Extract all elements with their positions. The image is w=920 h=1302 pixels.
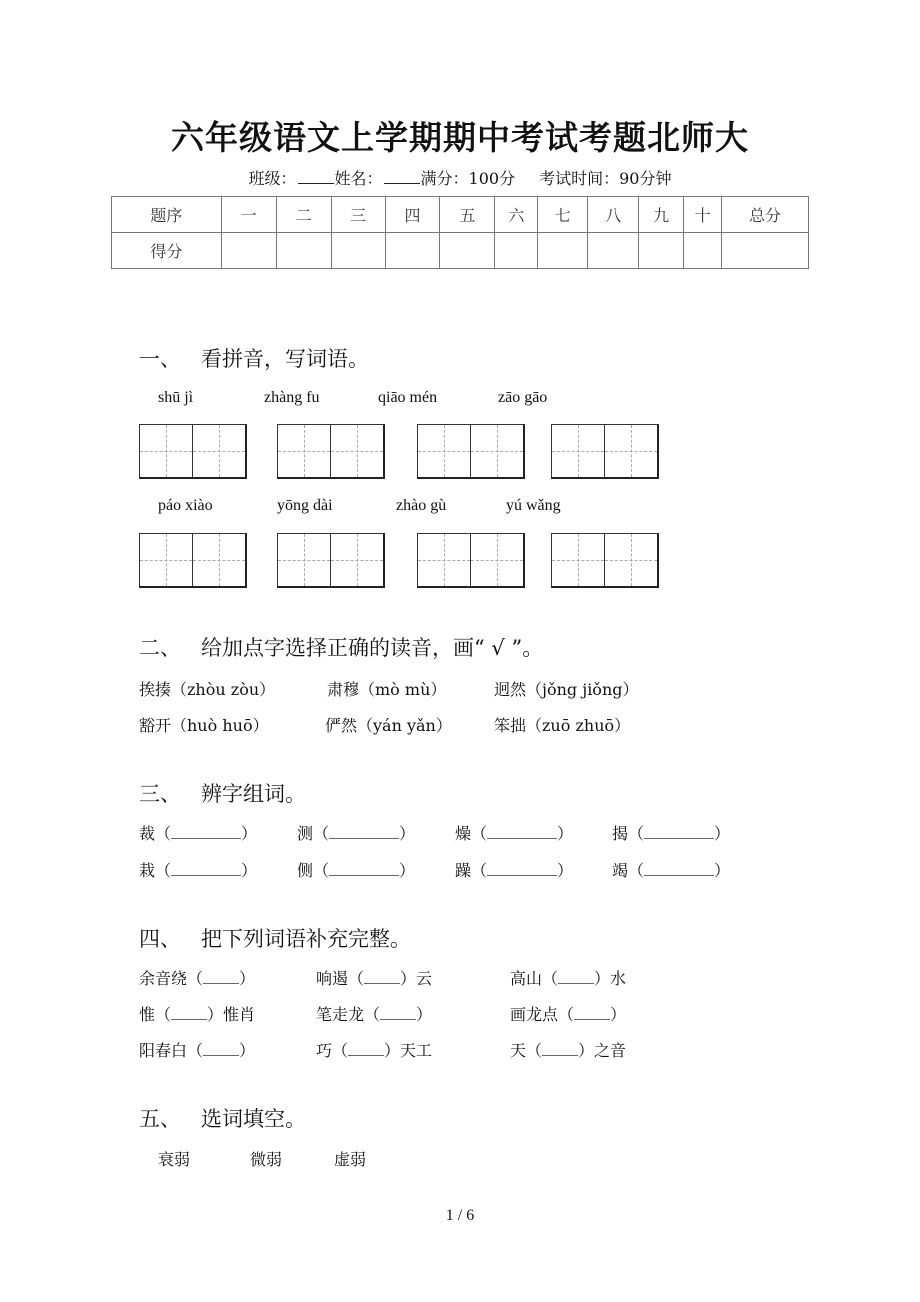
exam-time: 考试时间：90分钟 bbox=[539, 169, 672, 188]
idiom-item: 天（ ）之音 bbox=[510, 1041, 627, 1060]
class-label: 班级： bbox=[248, 169, 297, 188]
section-number: 四、 bbox=[139, 927, 181, 951]
section-number: 二、 bbox=[139, 636, 181, 660]
exam-info bbox=[0, 166, 920, 189]
answer-blank[interactable] bbox=[171, 862, 241, 876]
section-title: 把下列词语补充完整。 bbox=[201, 927, 411, 951]
section-1-heading bbox=[139, 343, 369, 373]
answer-blank[interactable] bbox=[329, 862, 399, 876]
char: 燥 bbox=[455, 824, 472, 843]
pronunciation-item[interactable]: 豁开（huò huō） bbox=[139, 716, 269, 735]
idiom-item: 余音绕（ ） bbox=[139, 969, 256, 988]
score-cell[interactable] bbox=[221, 233, 276, 269]
score-cell[interactable] bbox=[684, 233, 722, 269]
writing-grid[interactable] bbox=[417, 533, 525, 588]
idiom-item: 高山（ ）水 bbox=[510, 969, 627, 988]
header-cell: 十 bbox=[684, 197, 722, 233]
header-cell: 七 bbox=[538, 197, 588, 233]
pinyin: shū jì bbox=[158, 389, 194, 406]
score-cell[interactable] bbox=[538, 233, 588, 269]
pinyin: zāo gāo bbox=[498, 389, 548, 406]
section-4-heading bbox=[139, 923, 411, 953]
word-item: 燥（ ） bbox=[455, 824, 574, 843]
answer-blank[interactable] bbox=[574, 1006, 610, 1020]
idiom-item: 响遏（ ）云 bbox=[316, 969, 433, 988]
page-number: 1 / 6 bbox=[445, 1207, 475, 1224]
char: 侧 bbox=[297, 861, 314, 880]
writing-grid[interactable] bbox=[277, 533, 385, 588]
idiom-item: 画龙点（ ） bbox=[510, 1005, 627, 1024]
header-cell: 五 bbox=[440, 197, 495, 233]
section-5-heading bbox=[139, 1103, 306, 1133]
section-title: 给加点字选择正确的读音，画“ √ ”。 bbox=[201, 636, 544, 660]
answer-blank[interactable] bbox=[348, 1042, 384, 1056]
writing-grid[interactable] bbox=[551, 533, 659, 588]
section-title: 辨字组词。 bbox=[201, 782, 306, 806]
char: 躁 bbox=[455, 861, 472, 880]
answer-blank[interactable] bbox=[380, 1006, 416, 1020]
name-blank[interactable] bbox=[384, 171, 420, 184]
word-item: 栽（ ） bbox=[139, 861, 258, 880]
score-table-header-row bbox=[112, 197, 809, 233]
header-cell: 题序 bbox=[112, 197, 222, 233]
answer-blank[interactable] bbox=[329, 825, 399, 839]
writing-grid[interactable] bbox=[139, 533, 247, 588]
word-item: 揭（ ） bbox=[612, 824, 731, 843]
word-item: 竭（ ） bbox=[612, 861, 731, 880]
char: 裁 bbox=[139, 824, 156, 843]
score-table-score-row bbox=[112, 233, 809, 269]
header-cell: 四 bbox=[385, 197, 440, 233]
pronunciation-item[interactable]: 挨揍（zhòu zòu） bbox=[139, 680, 276, 699]
char: 栽 bbox=[139, 861, 156, 880]
idiom-item: 阳春白（ ） bbox=[139, 1041, 256, 1060]
pronunciation-item[interactable]: 俨然（yán yǎn） bbox=[325, 716, 452, 735]
score-cell[interactable] bbox=[331, 233, 385, 269]
score-cell[interactable] bbox=[639, 233, 684, 269]
score-cell[interactable] bbox=[722, 233, 809, 269]
word-item: 躁（ ） bbox=[455, 861, 574, 880]
section-title: 看拼音，写词语。 bbox=[201, 347, 369, 371]
header-cell: 六 bbox=[495, 197, 538, 233]
answer-blank[interactable] bbox=[171, 825, 241, 839]
writing-grid[interactable] bbox=[277, 424, 385, 479]
pinyin: zhàng fu bbox=[264, 389, 320, 406]
section-2-heading bbox=[139, 632, 543, 662]
section-number: 一、 bbox=[139, 347, 181, 371]
row-label: 得分 bbox=[112, 233, 222, 269]
pinyin: yú wǎng bbox=[506, 497, 561, 514]
score-table bbox=[111, 196, 809, 269]
header-cell: 九 bbox=[639, 197, 684, 233]
char: 测 bbox=[297, 824, 314, 843]
writing-grid[interactable] bbox=[139, 424, 247, 479]
section-title: 选词填空。 bbox=[201, 1107, 306, 1131]
word-choice: 微弱 bbox=[250, 1150, 283, 1169]
answer-blank[interactable] bbox=[558, 970, 594, 984]
idiom-item: 惟（ ）惟肖 bbox=[139, 1005, 256, 1024]
writing-grid[interactable] bbox=[551, 424, 659, 479]
score-cell[interactable] bbox=[495, 233, 538, 269]
char: 揭 bbox=[612, 824, 629, 843]
answer-blank[interactable] bbox=[203, 970, 239, 984]
pronunciation-item[interactable]: 肃穆（mò mù） bbox=[327, 680, 447, 699]
section-3-heading bbox=[139, 778, 306, 808]
score-cell[interactable] bbox=[440, 233, 495, 269]
full-score: 满分：100分 bbox=[420, 169, 516, 188]
score-cell[interactable] bbox=[385, 233, 440, 269]
page-title: 六年级语文上学期期中考试考题北师大 bbox=[171, 118, 749, 157]
header-cell: 八 bbox=[588, 197, 639, 233]
header-cell: 二 bbox=[276, 197, 331, 233]
answer-blank[interactable] bbox=[487, 825, 557, 839]
pronunciation-item[interactable]: 迥然（jǒng jiǒng） bbox=[494, 680, 639, 699]
pronunciation-item[interactable]: 笨拙（zuō zhuō） bbox=[494, 716, 631, 735]
answer-blank[interactable] bbox=[644, 862, 714, 876]
idiom-item: 巧（ ）天工 bbox=[316, 1041, 433, 1060]
answer-blank[interactable] bbox=[364, 970, 400, 984]
char: 竭 bbox=[612, 861, 629, 880]
word-item: 测（ ） bbox=[297, 824, 416, 843]
header-cell: 三 bbox=[331, 197, 385, 233]
pinyin: yōng dài bbox=[277, 497, 333, 514]
score-cell[interactable] bbox=[276, 233, 331, 269]
section-number: 三、 bbox=[139, 782, 181, 806]
word-item: 侧（ ） bbox=[297, 861, 416, 880]
pinyin: páo xiào bbox=[158, 497, 213, 514]
section-number: 五、 bbox=[139, 1107, 181, 1131]
word-choice: 衰弱 bbox=[158, 1150, 191, 1169]
answer-blank[interactable] bbox=[203, 1042, 239, 1056]
class-blank[interactable] bbox=[298, 171, 334, 184]
answer-blank[interactable] bbox=[542, 1042, 578, 1056]
score-cell[interactable] bbox=[588, 233, 639, 269]
word-choice: 虚弱 bbox=[334, 1150, 367, 1169]
header-cell: 一 bbox=[221, 197, 276, 233]
answer-blank[interactable] bbox=[171, 1006, 207, 1020]
answer-blank[interactable] bbox=[644, 825, 714, 839]
idiom-item: 笔走龙（ ） bbox=[316, 1005, 433, 1024]
answer-blank[interactable] bbox=[487, 862, 557, 876]
pinyin: qiāo mén bbox=[378, 389, 438, 406]
header-cell: 总分 bbox=[722, 197, 809, 233]
name-label: 姓名： bbox=[334, 169, 383, 188]
pinyin: zhào gù bbox=[396, 497, 447, 514]
word-item: 裁（ ） bbox=[139, 824, 258, 843]
writing-grid[interactable] bbox=[417, 424, 525, 479]
